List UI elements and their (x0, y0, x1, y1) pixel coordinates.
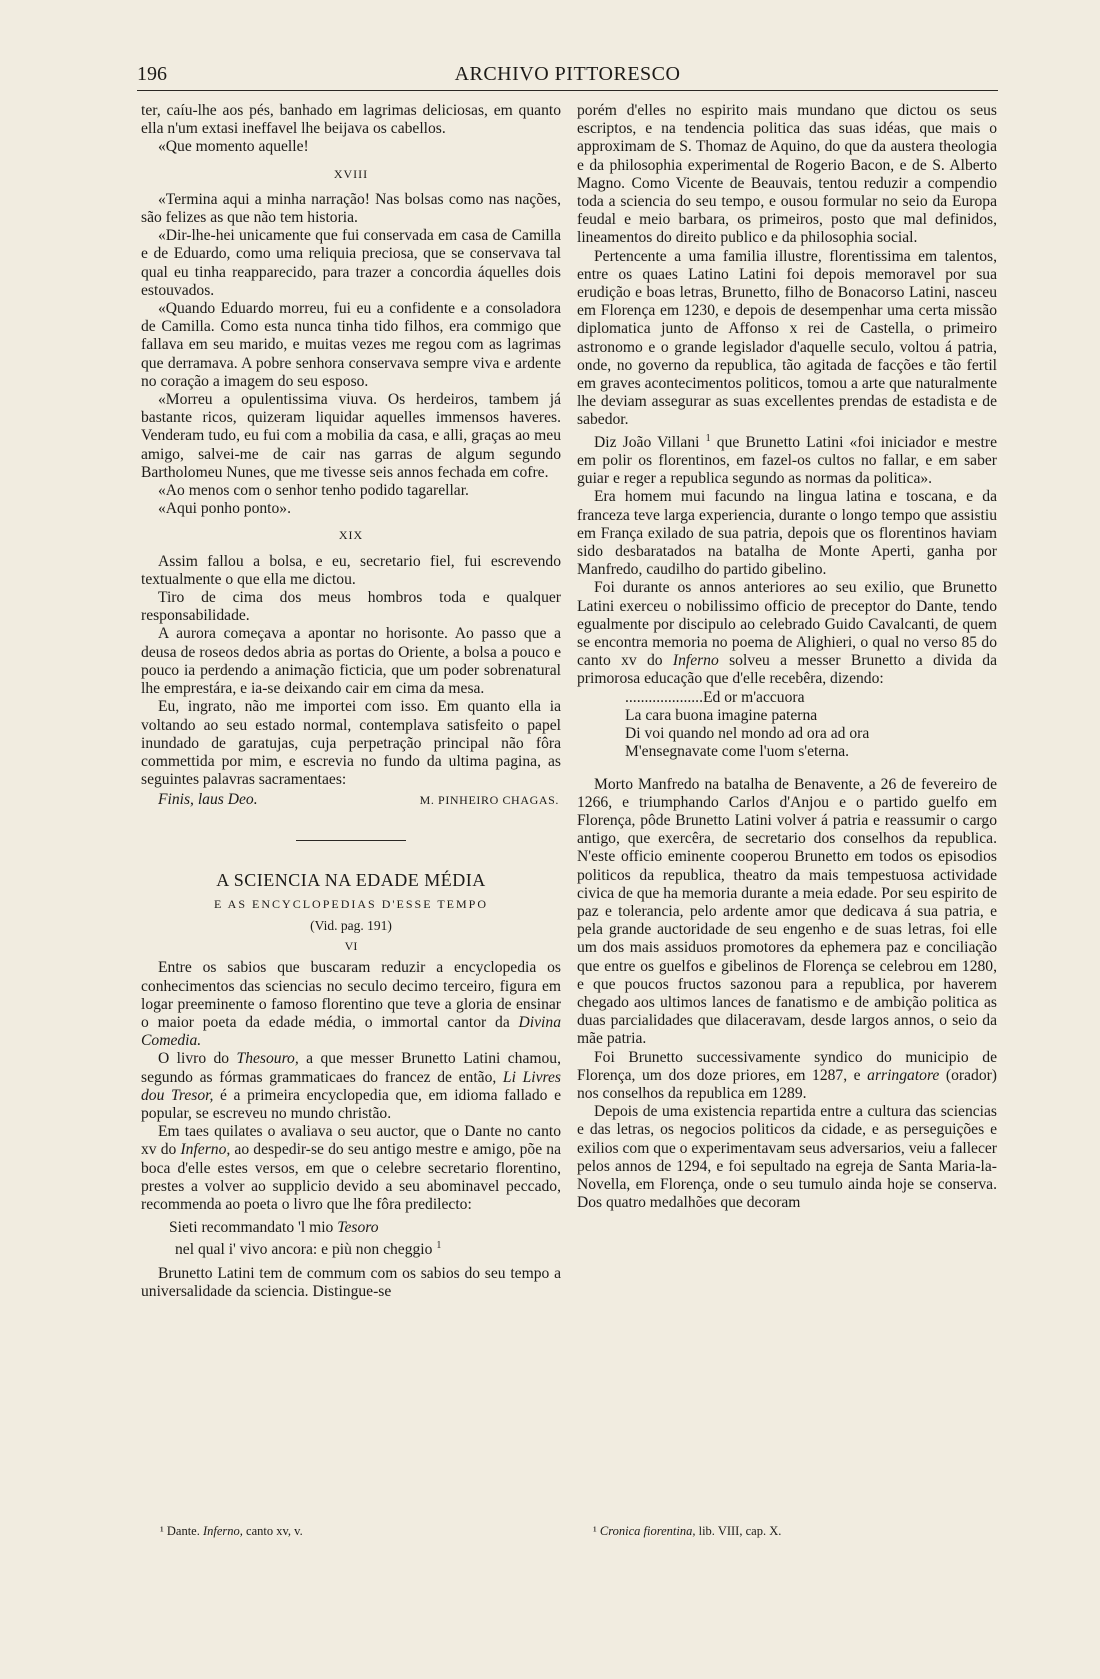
page-number: 196 (137, 63, 167, 85)
footnote-marker: 1 (705, 432, 711, 444)
paragraph: Pertencente a uma familia illustre, florentissima em talentos, entre os quaes Latino Latini foi depois memoravel por sua erudição e boas letras, Brunetto, filho de Bonacorso Latini, nasceu em Florença em 1230, e depois de desempenhar uma certa missão diplomatica junto de Affonso x rei de Castella, o primeiro astronomo e o grande legislador d'aquelle seculo, voltou á patria, onde, no governo da republica, tão agitada de facções e tão fertil em graves acontecimentos politicos, tomou a arte que naturalmente lhe deviam assegurar as suas excellentes prendas de estadista e de sabedor. (577, 247, 997, 429)
footnote-marker: 1 (436, 1240, 442, 1252)
paragraph: Diz João Villani $^1$ que Brunetto Latini «foi iniciador e mestre em polir os florentinos, em fazel-os cultos no fallar, e em saber guiar e reger a republica segundo as normas da politica». (577, 432, 998, 488)
author-name: M. PINHEIRO CHAGAS. (419, 793, 559, 808)
paragraph: Foi durante os annos anteriores ao seu exilio, que Brunetto Latini exerceu o nobilissimo officio de preceptor do Dante, tendo egualmente por discipulo ao celebrado Guido Cavalcanti, de quem se encontra memoria no poema de Alighieri, o qual no verso 85 do canto xv do Inferno solveu a messer Brunetto a divida da primorosa educação que d'elle recebêra, dizendo: (577, 579, 998, 688)
right-column (577, 102, 997, 1212)
paragraph: «Que momento aquelle! (158, 138, 309, 156)
paragraph: porém d'elles no espirito mais mundano que dictou os seus escriptos, e na tendencia politica das suas idéas, que mais o approximam de S. Thomaz de Aquino, do que da austera theologia e da philosophia experimental de Rogerio Bacon, e de S. Alberto Magno. Como Vicente de Beauvais, tentou reduzir a compendio toda a sciencia do seu tempo, e ousou formular no seio da Europa feudal e meio barbara, os primeiros, posto que mal definidos, lineamentos do direito publico e da philosophia social. (577, 102, 997, 247)
footnote: ¹ Dante. Inferno, canto xv, v. (160, 1524, 303, 1538)
paragraph: «Ao menos com o senhor tenho podido tagarellar. (158, 482, 469, 500)
section-number: XVIII (333, 166, 369, 181)
paragraph: Tiro de cima dos meus hombros toda e qualquer responsabilidade. (141, 589, 561, 625)
verse-line: Di voi quando nel mondo ad ora ad ora (625, 725, 870, 743)
verse-line: nel qual i' vivo ancora: e più non cheggio $^1$ (175, 1240, 442, 1259)
paragraph: Eu, ingrato, não me importei com isso. Em quanto ella ia voltando ao seu estado normal, contemplava satisfeito o papel inundado de garatujas, cuja perpetração principal não fôra commettida por mim, e escrevia no fundo da ultima pagina, as seguintes palavras sacramentaes: (141, 698, 561, 789)
paragraph: Brunetto Latini tem de commum com os sabios do seu tempo a universalidade da sciencia. Distingue-se (141, 1264, 561, 1300)
article-reference: (Vid. pag. 191) (310, 917, 392, 933)
paragraph: «Aqui ponho ponto». (158, 500, 291, 518)
left-column (141, 102, 561, 1301)
footnote: ¹ Cronica fiorentina, lib. VIII, cap. X. (593, 1524, 782, 1538)
paragraph: «Dir-lhe-hei unicamente que fui conservada em casa de Camilla e de Eduardo, como uma reliquia preciosa, que se conservava tal qual eu tinha reapparecido, para trazer a concordia áquelles dois estouvados. (141, 227, 561, 299)
paragraph: Foi Brunetto successivamente syndico do municipio de Florença, um dos doze priores, em 1287, e arringatore (orador) nos conselhos da republica em 1289. (577, 1048, 998, 1102)
article-title: A SCIENCIA NA EDADE MÉDIA (216, 869, 486, 890)
paragraph: «Termina aqui a minha narração! Nas bolsas como nas nações, são felizes as que não tem historia. (141, 190, 561, 227)
verse-quote (625, 689, 997, 762)
paragraph: Entre os sabios que buscaram reduzir a encyclopedia os conhecimentos das sciencias no seculo decimo terceiro, figura em logar preeminente o famoso florentino que teve a gloria de ensinar o maior poeta da edade média, o immortal cantor da Divina Comedia. (141, 959, 561, 1050)
paragraph: Era homem mui facundo na lingua latina e toscana, e da franceza teve larga experiencia, durante o longo tempo que assistiu em França exilado de sua patria, depois que os florentinos haviam sido desbaratados na batalha de Monte Aperti, ganha por Manfredo, caudilho do partido gibelino. (577, 488, 997, 579)
signature-line (141, 791, 561, 809)
paragraph: A aurora começava a apontar no horisonte. Ao passo que a deusa de roseos dedos abria as portas do Oriente, a bolsa a pouco e pouco ia perdendo a animação ficticia, que um poder sobrenatural lhe emprestára, e ia-se deixando cair em cima da mesa. (141, 625, 561, 698)
paragraph: Em taes quilates o avaliava o seu auctor, que o Dante no canto xv do Inferno, ao despedir-se do seu antigo mestre e amigo, põe na boca d'elle estes versos, em que o celebre secretario florentino, prestes a volver ao supplicio devido a seu abominavel peccado, recommenda ao poeta o livro que lhe fôra predilecto: (141, 1123, 561, 1213)
paragraph: «Morreu a opulentissima viuva. Os herdeiros, tambem já bastante ricos, quizeram liquidar aquelles immensos haveres. Venderam tudo, eu fui com a mobilia da casa, e alli, graças ao meu amigo, salvei-me de cair nas garras de algum segundo Bartholomeu Nunes, que me tivesse seis annos fechada em cofre. (141, 391, 561, 481)
section-number: VI (344, 939, 358, 954)
page-header (137, 60, 998, 91)
section-number: XIX (338, 528, 364, 543)
verse-line: La cara buona imagine paterna (625, 706, 818, 724)
paragraph: ter, caíu-lhe aos pés, banhado em lagrimas deliciosas, em quanto ella n'um extasi ineffavel lhe beijava os cabellos. (141, 102, 561, 138)
article-divider (141, 840, 561, 841)
verse-line: ....................Ed or m'accuora (625, 688, 805, 706)
paragraph: «Quando Eduardo morreu, fui eu a confidente e a consoladora de Camilla. Como esta nunca tinha tido filhos, era commigo que fallava em seu marido, e muitas vezes me regou com as lagrimas que derramava. A pobre senhora conservava sempre viva e ardente no coração a imagem do seu esposo. (141, 300, 561, 390)
verse-quote (169, 1219, 561, 1260)
paragraph: O livro do Thesouro, a que messer Brunetto Latini chamou, segundo as fórmas grammaticaes do francez de então, Li Livres dou Tresor, é a primeira encyclopedia que, em idioma fallado e popular, se escreveu no mundo christão. (141, 1050, 561, 1122)
paragraph: Depois de uma existencia repartida entre a cultura das sciencias e das letras, os negocios politicos da cidade, e as perseguições e exilios com que o experimentavam seus adversarios, veiu a fallecer pelos annos de 1294, e foi sepultado na egreja de Santa Maria-la-Novella, em Florença, onde o seu tumulo ainda hoje se conserva. Dos quatro medalhões que decoram (577, 1103, 998, 1212)
closing-words: Finis, laus Deo. (158, 791, 258, 809)
paragraph: Morto Manfredo na batalha de Benavente, a 26 de fevereiro de 1266, e triumphando Carlos d'Anjou e o partido guelfo em Florença, pôde Brunetto Latini volver á patria e reassumir o cargo antigo, que exercêra, de secretario dos conselhos da republica. N'este officio eminente cooperou Brunetto em todos os episodios politicos da republica, theatro da mais tempestuosa actividade civica de que ha memoria durante a meia edade. Por seu espirito de paz e tolerancia, pelo ardente amor que dedicava á sua patria, e pela grande auctoridade de seu engenho e de suas letras, foi elle um dos mais assiduos promotores da ephemera paz e conciliação que entre os guelfos e gibelinos de Florença se celebrou em 1280, e que poucos fructos sazonou para a republica, por haverem chegado aos ultimos lances de fanatismo e de ambição politica as duas parcialidades que dilaceravam, desde largos annos, o seio da mãe patria. (577, 775, 997, 1048)
verse-line: M'ensegnavate come l'uom s'eterna. (625, 743, 850, 761)
running-title: ARCHIVO PITTORESCO (454, 63, 681, 85)
article-subtitle: E AS ENCYCLOPEDIAS D'ESSE TEMPO (214, 896, 488, 911)
paragraph: Assim fallou a bolsa, e eu, secretario fiel, fui escrevendo textualmente o que ella me dictou. (141, 552, 561, 588)
verse-line: Sieti recommandato 'l mio Tesoro (169, 1219, 379, 1237)
